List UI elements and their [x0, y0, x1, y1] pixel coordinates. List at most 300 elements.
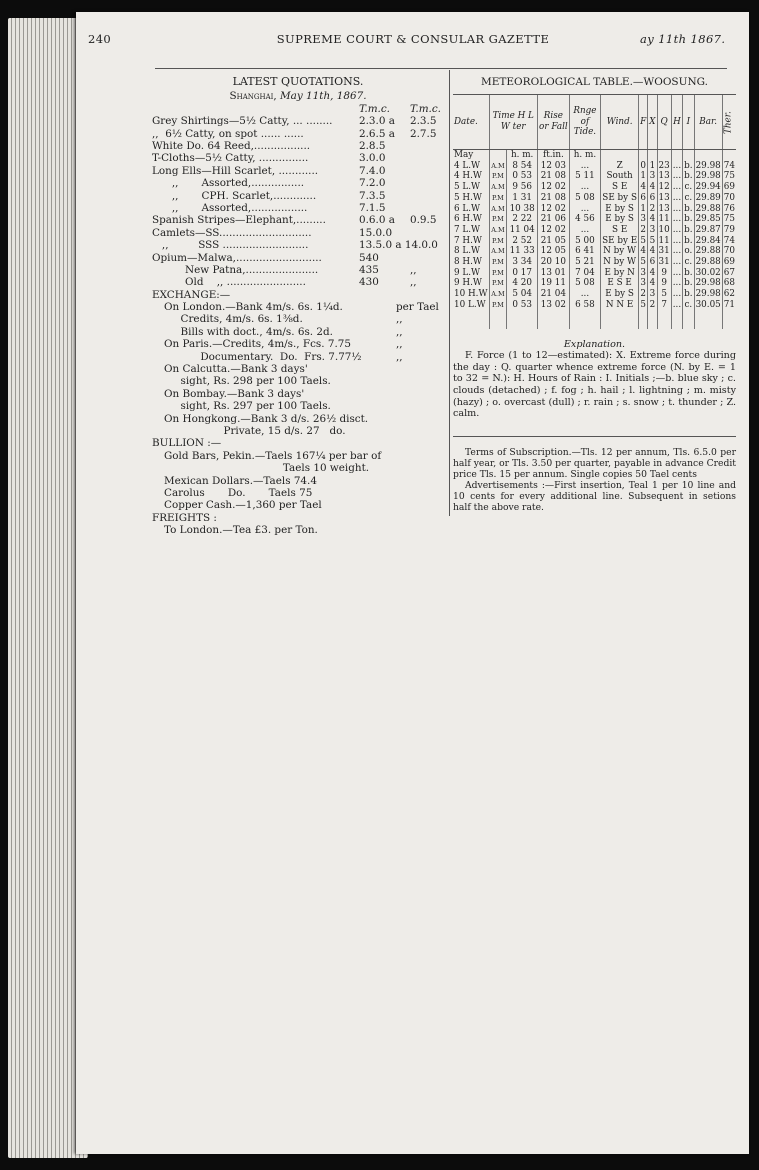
met-unit-cell: h. m. [569, 150, 600, 161]
met-cell: 4 H.W [454, 171, 482, 182]
met-unit-cell [671, 150, 682, 161]
met-cell: 11 04 [507, 225, 538, 236]
exchange-line [164, 413, 444, 425]
met-row [453, 236, 736, 247]
met-col-7: Q [657, 95, 671, 150]
met-col-3: Rnge of Tide. [569, 95, 600, 150]
met-cell: 68 [723, 278, 735, 289]
met-unit-cell [489, 150, 507, 161]
met-cell: o. [684, 246, 693, 257]
met-col-0: Date. [453, 95, 489, 150]
met-cell: E by S [601, 289, 639, 300]
met-heading: METEOROLOGICAL TABLE.—WOOSUNG. [480, 76, 709, 88]
exchange-line [164, 338, 444, 350]
issue-date: ay 11th 1867. [640, 32, 726, 46]
met-cell: N N E [601, 300, 639, 311]
met-cell: 4 20 [507, 278, 538, 289]
explanation [453, 339, 736, 420]
met-cell: 11 33 [507, 246, 538, 257]
terms-subscription: Terms of Subscription.—Tls. 12 per annum, Tls. 6.5.0 per half year, or Tls. 3.50 per quarter, payable in advance Credit price Tls. 15 per annum. Single copies 50 Tael cents [453, 446, 736, 480]
exchange-text: Bills with doct., 4m/s. 6s. 2d. [164, 325, 333, 338]
met-cell: 12 02 [537, 182, 569, 193]
met-cell: 4 [640, 246, 647, 257]
met-cell: 69 [723, 257, 735, 268]
met-spacer-cell [507, 311, 538, 329]
met-col-11: Ther. [722, 95, 736, 150]
quotation-label: ,, Assorted,................ [152, 177, 305, 190]
met-cell: 6 58 [569, 300, 600, 311]
met-cell: 12 [658, 182, 670, 193]
met-cell: 0 53 [507, 171, 538, 182]
met-cell: P.M [489, 257, 507, 268]
met-spacer-cell [722, 311, 736, 329]
quotation-label: T-Cloths—5½ Catty, ............... [152, 152, 309, 165]
met-cell: 29.94 [695, 182, 721, 193]
quotation-value-1: 430 [359, 276, 379, 289]
met-cell: 5 [640, 235, 647, 246]
met-cell: 9 [657, 278, 671, 289]
met-cell: ... [569, 161, 600, 172]
met-cell: 2 [640, 289, 647, 300]
met-cell: ... [672, 278, 682, 289]
quotation-label: Opium—Malwa,.......................... [152, 251, 322, 264]
quotation-row [152, 190, 444, 202]
met-row [453, 278, 736, 289]
quotation-rows [152, 115, 444, 288]
exchange-text: On Calcutta.—Bank 3 days' [164, 363, 308, 376]
met-cell: 29.89 [695, 192, 721, 203]
met-cell: 9 56 [507, 182, 538, 193]
met-cell: b. [684, 203, 693, 214]
met-spacer-cell [569, 311, 600, 329]
quotation-value-1: 2.6.5 a [359, 127, 395, 140]
met-row [453, 257, 736, 268]
met-cell: 19 11 [537, 278, 569, 289]
met-cell: A.M [489, 182, 507, 193]
quotation-value-1: 0.6.0 a [359, 214, 395, 227]
met-cell: 5 08 [569, 193, 600, 204]
met-unit-cell [639, 150, 648, 161]
met-cell: 13 02 [537, 300, 569, 311]
met-cell: 4 L.W [454, 160, 481, 171]
exchange-note: ,, [396, 313, 403, 326]
met-cell: 6 H.W [454, 214, 482, 225]
quotations-date: May 11th, 1867. [280, 90, 367, 103]
met-cell: 29.87 [695, 224, 721, 235]
met-cell: 67 [723, 267, 735, 278]
met-cell: c. [684, 299, 693, 310]
quotation-label: Camlets—SS............................ [152, 226, 312, 239]
met-cell: P.M [489, 236, 507, 247]
met-cell: A.M [489, 204, 507, 215]
met-spacer-cell [694, 311, 722, 329]
bullion-line: Gold Bars, Pekin.—Taels 167¼ per bar of [164, 449, 382, 462]
met-cell: Z [601, 161, 639, 172]
met-cell: b. [684, 224, 693, 235]
quotations-column [152, 76, 444, 537]
met-cell: 5 11 [569, 171, 600, 182]
exchange-line [164, 400, 444, 412]
met-cell: 5 08 [569, 278, 600, 289]
terms-block [453, 436, 736, 513]
exchange-text: On Paris.—Credits, 4m/s., Fcs. 7.75 [164, 338, 352, 351]
met-cell: 3 [640, 278, 647, 289]
met-cell: P.M [489, 300, 507, 311]
met-cell: 23 [658, 160, 670, 171]
met-cell: 4 [640, 182, 647, 193]
met-col-2: Rise or Fall [537, 95, 569, 150]
met-cell: 11 [658, 214, 670, 225]
met-row [453, 182, 736, 193]
quotation-row [152, 177, 444, 189]
met-spacer-cell [639, 311, 648, 329]
met-cell: 21 08 [537, 193, 569, 204]
met-cell: 6 [649, 192, 656, 203]
quotation-label: White Do. 64 Reed,................. [152, 139, 311, 152]
quotation-label: Old ,, ........................ [152, 276, 306, 289]
met-cell: 75 [723, 171, 735, 182]
met-cell: 3 [649, 171, 656, 182]
met-cell: c. [684, 182, 693, 193]
exchange-note: per Tael [396, 301, 439, 314]
exchange-note: ,, [396, 325, 403, 338]
met-cell: 5 04 [507, 289, 538, 300]
met-cell: 20 10 [537, 257, 569, 268]
met-cell: ... [672, 224, 682, 235]
met-col-9: I [683, 95, 694, 150]
met-cell: 31 [658, 246, 670, 257]
met-cell: 12 02 [537, 204, 569, 215]
met-cell: 21 06 [537, 214, 569, 225]
met-row [453, 171, 736, 182]
quotation-row [152, 252, 444, 264]
quotations-heading: LATEST QUOTATIONS. [232, 75, 364, 88]
met-cell: P.M [489, 171, 507, 182]
met-cell: 29.98 [695, 171, 721, 182]
met-cell: 13 [658, 192, 670, 203]
met-cell: ... [672, 192, 682, 203]
met-body [453, 150, 736, 329]
explanation-text: F. Force (1 to 12—estimated): X. Extreme force during the day : Q. quarter whence extreme force (N. by E. = 1 to 32 = N.): H. Hours of Rain : I. Initials ;—b. blue sky ; c. clouds (detached) ; f. fog ; h. hail ; l. lightning ; m. misty (hazy) ; o. overcast (dull) ; r. rain ; s. snow ; t. thunder ; Z. calm. [453, 350, 736, 420]
col-heads [152, 103, 444, 115]
col-head-2: T.m.c. [410, 102, 441, 115]
exchange-line [164, 425, 444, 437]
quotation-label: Spanish Stripes—Elephant,......... [152, 214, 326, 227]
exchange-note: ,, [396, 350, 403, 363]
met-row [453, 268, 736, 279]
met-cell: 12 03 [537, 161, 569, 172]
met-cell: 7 04 [569, 268, 600, 279]
quotation-value-1: 540 [359, 251, 379, 264]
met-cell: S E [601, 225, 639, 236]
met-cell: 1 [649, 160, 656, 171]
bullion-line: Carolus Do. Taels 75 [164, 486, 313, 499]
met-cell: 29.98 [695, 289, 721, 300]
met-cell: 10 38 [507, 204, 538, 215]
met-cell: E by N [601, 268, 639, 279]
quotation-value-1: 7.3.5 [359, 189, 386, 202]
met-cell: SE by S [602, 192, 637, 203]
quotation-value-1: 13.5.0 a 14.0.0 [359, 239, 438, 252]
met-cell: 3 [649, 224, 656, 235]
met-cell: 75 [723, 214, 735, 225]
bullion-line: Taels 10 weight. [164, 462, 370, 475]
met-cell: 5 21 [569, 257, 600, 268]
met-cell: P.M [489, 278, 507, 289]
exchange-line [164, 326, 444, 338]
met-cell: b. [684, 267, 693, 278]
met-cell: 5 [640, 257, 647, 268]
met-cell: P.M [489, 268, 507, 279]
met-cell: 21 08 [537, 171, 569, 182]
met-cell: 6 [649, 257, 656, 268]
met-cell: 4 [649, 182, 656, 193]
met-cell: 29.98 [695, 160, 721, 171]
met-cell: 2 [649, 299, 656, 310]
quotation-value-1: 3.0.0 [359, 152, 386, 165]
publication-title: SUPREME COURT & CONSULAR GAZETTE [276, 32, 550, 46]
quotation-row [152, 276, 444, 288]
met-cell: 9 H.W [454, 278, 482, 289]
exchange-line [164, 363, 444, 375]
met-cell: 10 H.W [454, 289, 488, 300]
met-cell: 4 [649, 278, 656, 289]
met-col-6: X [648, 95, 657, 150]
met-cell: b. [684, 171, 693, 182]
met-cell: A.M [489, 289, 507, 300]
met-cell: 0 53 [507, 300, 538, 311]
met-cell: c. [684, 257, 693, 268]
met-cell: 1 31 [507, 193, 538, 204]
met-cell: 70 [723, 192, 735, 203]
met-row [453, 225, 736, 236]
quotation-value-1: 7.2.0 [359, 177, 386, 190]
met-cell: 9 [657, 268, 671, 279]
met-cell: ... [672, 289, 682, 300]
met-cell: E by S [601, 204, 639, 215]
met-cell: 0 [640, 160, 647, 171]
met-cell: 6 [640, 192, 647, 203]
met-spacer-cell [683, 311, 694, 329]
met-cell: 70 [723, 246, 735, 257]
met-cell: 30.02 [695, 267, 721, 278]
explanation-heading: Explanation. [563, 338, 626, 350]
quotation-row [152, 227, 444, 239]
met-cell: ... [569, 289, 600, 300]
exchange-line [164, 388, 444, 400]
met-table [453, 94, 736, 329]
quotation-row [152, 202, 444, 214]
met-unit-cell [601, 150, 639, 161]
quotation-value-2: 0.9.5 [410, 214, 437, 227]
met-cell: E by S [601, 214, 639, 225]
exchange-line [164, 351, 444, 363]
met-cell: 7 [657, 300, 671, 311]
met-cell: 1 [640, 171, 647, 182]
met-header-row [453, 95, 736, 150]
column-divider [449, 70, 450, 516]
quotation-row [152, 214, 444, 226]
met-cell: ... [569, 204, 600, 215]
bullion-line: Copper Cash.—1,360 per Tael [164, 499, 322, 512]
met-cell: 9 L.W [454, 267, 481, 278]
met-cell: 5 H.W [454, 192, 482, 203]
met-row [453, 289, 736, 300]
met-cell: 0 17 [507, 268, 538, 279]
met-cell: 29.98 [695, 278, 721, 289]
quotation-value-1: 2.8.5 [359, 139, 386, 152]
met-cell: 8 54 [507, 161, 538, 172]
met-cell: 74 [723, 160, 735, 171]
exchange-text: Documentary. Do. Frs. 7.77½ [164, 350, 362, 363]
quotation-label: New Patna,...................... [152, 263, 319, 276]
page-number: 240 [88, 32, 112, 46]
exchange-text: Private, 15 d/s. 27 do. [164, 424, 346, 437]
met-cell: ... [672, 257, 682, 268]
quotation-value-2: 2.7.5 [410, 127, 437, 140]
met-row [453, 193, 736, 204]
quotation-row [152, 140, 444, 152]
met-cell: 4 [649, 267, 656, 278]
quotation-row [152, 165, 444, 177]
header-rule [155, 68, 727, 69]
met-cell: 79 [723, 224, 735, 235]
col-head-1: T.m.c. [359, 102, 390, 115]
met-cell: c. [684, 192, 693, 203]
exchange-line [164, 301, 444, 313]
met-cell: b. [684, 278, 693, 289]
met-cell: 1 [640, 203, 647, 214]
met-cell: 2 [640, 224, 647, 235]
met-cell: 29.84 [695, 235, 721, 246]
met-cell: 13 [658, 203, 670, 214]
met-cell: 21 05 [537, 236, 569, 247]
met-cell: 8 H.W [454, 257, 482, 268]
met-cell: b. [684, 235, 693, 246]
quotation-row [152, 264, 444, 276]
met-cell: ... [672, 246, 682, 257]
met-cell: 29.88 [695, 257, 721, 268]
met-cell: ... [672, 235, 682, 246]
met-cell: 3 [640, 214, 647, 225]
met-col-4: Wind. [601, 95, 639, 150]
met-unit-cell [683, 150, 694, 161]
met-cell: ... [672, 203, 682, 214]
met-cell: 5 [640, 299, 647, 310]
met-cell: 2 52 [507, 236, 538, 247]
met-cell: N by W [601, 246, 639, 257]
met-cell: 2 22 [507, 214, 538, 225]
met-unit-cell: ft.in. [537, 150, 569, 161]
met-row [453, 300, 736, 311]
exchange-heading: EXCHANGE:— [152, 288, 231, 301]
exchange-text: On Bombay.—Bank 3 days' [164, 387, 305, 400]
met-cell: b. [684, 160, 693, 171]
met-spacer-cell [453, 311, 489, 329]
quotation-row [152, 239, 444, 251]
met-cell: A.M [489, 225, 507, 236]
met-cell: SE by E [602, 235, 638, 246]
met-cell: 5 L.W [454, 182, 481, 193]
met-row [453, 246, 736, 257]
met-cell: 7 H.W [454, 235, 482, 246]
met-spacer-cell [489, 311, 507, 329]
met-cell: 76 [723, 203, 735, 214]
met-col-8: H [671, 95, 682, 150]
exchange-text: Credits, 4m/s. 6s. 1⅜d. [164, 313, 303, 326]
met-col-1: Time H L W ter [489, 95, 537, 150]
met-cell: 3 [640, 267, 647, 278]
quotation-value-1: 7.1.5 [359, 201, 386, 214]
met-cell: South [601, 171, 639, 182]
met-cell: E S E [601, 278, 639, 289]
met-cell: 4 [649, 246, 656, 257]
met-cell: P.M [489, 214, 507, 225]
met-cell: 3 34 [507, 257, 538, 268]
met-unit-cell [722, 150, 736, 161]
exchange-line [164, 375, 444, 387]
met-cell: 5 [657, 289, 671, 300]
terms-advertisements: Advertisements :—First insertion, Teal 1 per 10 line and 10 cents for every additional line. Subsequent in setions half the above rate. [453, 479, 736, 513]
bullion-rows [152, 450, 444, 512]
met-cell: 29.88 [695, 246, 721, 257]
met-spacer-cell [671, 311, 682, 329]
quotation-row [152, 152, 444, 164]
met-cell: 5 [649, 235, 656, 246]
met-cell: 71 [723, 299, 735, 310]
met-spacer-cell [601, 311, 639, 329]
met-cell: 11 [658, 235, 670, 246]
met-cell: N by W [601, 257, 639, 268]
met-cell: 29.88 [695, 203, 721, 214]
met-cell: ... [672, 299, 682, 310]
exchange-note: ,, [396, 338, 403, 351]
quotation-value-1: 2.3.0 a [359, 115, 395, 128]
exchange-text: On Hongkong.—Bank 3 d/s. 26½ disct. [164, 412, 369, 425]
freights-line: To London.—Tea £3. per Ton. [164, 524, 318, 537]
met-cell: 3 [649, 289, 656, 300]
quotation-label: ,, CPH. Scarlet,............. [152, 189, 317, 202]
quotation-row [152, 115, 444, 127]
met-spacer-cell [648, 311, 657, 329]
met-unit-cell [648, 150, 657, 161]
bullion-line: Mexican Dollars.—Taels 74.4 [164, 474, 317, 487]
quotation-value-1: 7.4.0 [359, 164, 386, 177]
met-cell: ... [672, 267, 682, 278]
met-cell: 12 05 [537, 246, 569, 257]
met-cell: S E [601, 182, 639, 193]
met-cell: 5 00 [569, 236, 600, 247]
met-cell: 4 56 [569, 214, 600, 225]
quotation-row [152, 128, 444, 140]
met-cell: P.M [489, 193, 507, 204]
quotations-dateline [152, 90, 444, 102]
met-spacer-cell [537, 311, 569, 329]
met-cell: 62 [723, 289, 735, 300]
met-cell: 13 01 [537, 268, 569, 279]
met-cell: 13 [658, 171, 670, 182]
met-cell: A.M [489, 246, 507, 257]
met-cell: ... [569, 182, 600, 193]
met-cell: 6 41 [569, 246, 600, 257]
quotation-label: ,, SSS .......................... [152, 239, 309, 252]
exchange-line [164, 313, 444, 325]
bullion-heading: BULLION :— [152, 437, 222, 450]
freights-heading: FREIGHTS : [152, 511, 217, 524]
met-cell: ... [672, 214, 682, 225]
met-cell: 6 L.W [454, 203, 481, 214]
met-cell: b. [684, 214, 693, 225]
